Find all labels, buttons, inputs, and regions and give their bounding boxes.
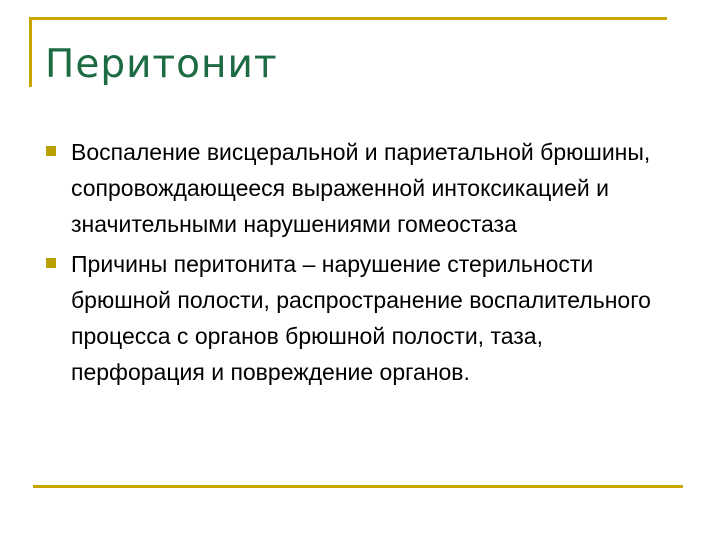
frame-bottom-line bbox=[33, 485, 683, 488]
bullet-item bbox=[43, 246, 683, 390]
bullet-list bbox=[43, 134, 683, 394]
square-bullet-icon bbox=[46, 146, 56, 156]
square-bullet-icon bbox=[46, 258, 56, 268]
frame-top-line bbox=[29, 17, 667, 20]
frame-left-line bbox=[29, 17, 32, 87]
bullet-item bbox=[43, 134, 683, 242]
bullet-text: Причины перитонита – нарушение стерильности брюшной полости, распространение воспалительного процесса с органов брюшной полости, таза, перфорация и повреждение органов. bbox=[71, 251, 651, 385]
bullet-text: Воспаление висцеральной и париетальной брюшины, сопровождающееся выраженной интоксикацией и значительными нарушениями гомеостаза bbox=[71, 139, 651, 237]
slide-title: Перитонит bbox=[45, 42, 278, 87]
